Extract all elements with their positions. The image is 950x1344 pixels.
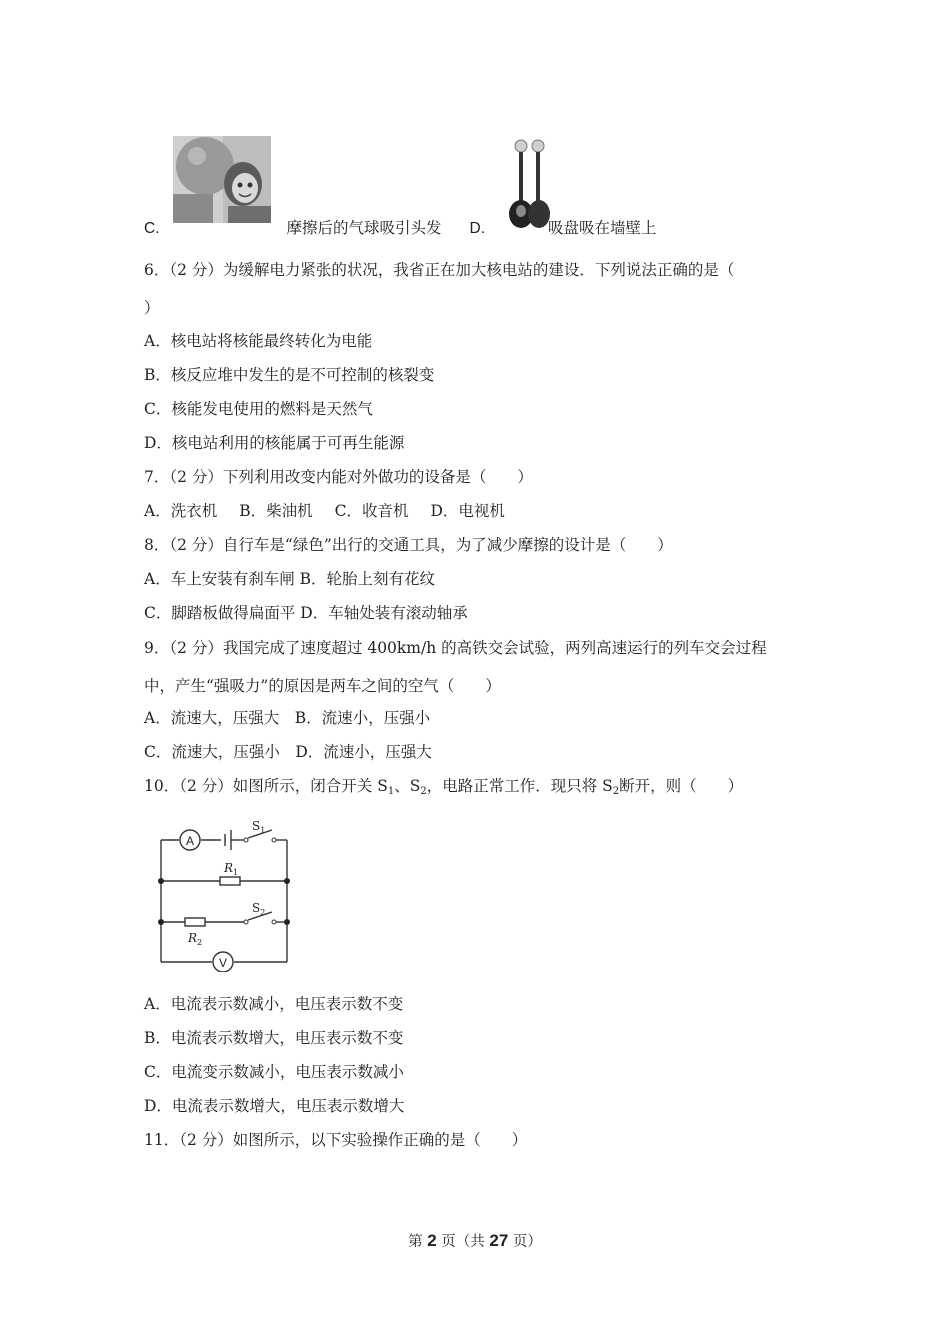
q7-stem: 7．（2 分）下列利用改变内能对外做功的设备是（ ） bbox=[144, 468, 533, 486]
q7-option-b: B．柴油机 bbox=[239, 502, 313, 520]
q10-option-d: D．电流表示数增大，电压表示数增大 bbox=[144, 1097, 405, 1115]
q6-option-d: D．核电站利用的核能属于可再生能源 bbox=[144, 434, 405, 452]
q5-option-row bbox=[144, 218, 657, 239]
q6-option-a: A．核电站将核能最终转化为电能 bbox=[144, 332, 373, 350]
q6-number: 6． bbox=[144, 261, 170, 279]
q6-option-c: C．核能发电使用的燃料是天然气 bbox=[144, 400, 373, 418]
q6-score: （2 分） bbox=[169, 261, 223, 279]
q5-c-letter: C. bbox=[144, 220, 160, 237]
q10-stem: 10．（2 分）如图所示，闭合开关 $S_1$、$S_2$，电路正常工作．现只将 $S_2$断开，则（ ） bbox=[144, 777, 744, 797]
q7-option-a: A．洗衣机 bbox=[144, 502, 218, 520]
q5-d-letter: D. bbox=[469, 220, 486, 237]
q9-stem-line1: 9．（2 分）我国完成了速度超过 400km/h 的高铁交会试验，两列高速运行的列车交会过程 bbox=[144, 639, 767, 657]
q5-c-text: 摩擦后的气球吸引头发 bbox=[286, 219, 442, 237]
q9-options-cd: C．流速大，压强小 D．流速小，压强大 bbox=[144, 743, 432, 761]
q11-stem: 11．（2 分）如图所示，以下实验操作正确的是（ ） bbox=[144, 1131, 528, 1149]
page-footer: 第 2 页（共 27 页） bbox=[408, 1231, 542, 1250]
q6-option-b: B．核反应堆中发生的是不可控制的核裂变 bbox=[144, 366, 435, 384]
ammeter-label: A bbox=[185, 834, 195, 848]
page-number: 2 bbox=[427, 1231, 437, 1250]
q7-option-d: D．电视机 bbox=[430, 502, 505, 520]
q8-options-ab: A．车上安装有刹车闸 B．轮胎上刻有花纹 bbox=[144, 570, 436, 588]
q6-stem bbox=[144, 260, 734, 280]
q6-stem-text: 为缓解电力紧张的状况，我省正在加大核电站的建设．下列说法正确的是（ bbox=[222, 261, 735, 279]
balloon-hair-photo bbox=[173, 136, 271, 223]
q8-stem: 8．（2 分）自行车是“绿色”出行的交通工具，为了减少摩擦的设计是（ ） bbox=[144, 536, 673, 554]
q5-d-text: 吸盘吸在墙壁上 bbox=[548, 219, 657, 237]
q7-options bbox=[144, 501, 505, 521]
s2-label: $S_2$ bbox=[252, 901, 266, 917]
q9-options-ab: A．流速大，压强大 B．流速小，压强小 bbox=[144, 709, 431, 727]
q10-option-a: A．电流表示数减小，电压表示数不变 bbox=[144, 995, 404, 1013]
q9-stem-line2: 中，产生“强吸力”的原因是两车之间的空气（ ） bbox=[144, 677, 501, 695]
s1-label: $S_1$ bbox=[252, 819, 266, 835]
q10-option-b: B．电流表示数增大，电压表示数不变 bbox=[144, 1029, 404, 1047]
voltmeter-label: V bbox=[218, 956, 228, 970]
page-total: 27 bbox=[489, 1231, 509, 1250]
r1-label: $R_1$ bbox=[224, 861, 239, 877]
r2-label: $R_2$ bbox=[188, 931, 203, 947]
q10-option-c: C．电流变示数减小，电压表示数减小 bbox=[144, 1063, 404, 1081]
q6-stem-end: ） bbox=[144, 299, 160, 317]
q7-option-c: C．收音机 bbox=[334, 502, 409, 520]
circuit-diagram bbox=[148, 808, 300, 972]
q8-options-cd: C．脚踏板做得扁面平 D．车轴处装有滚动轴承 bbox=[144, 604, 468, 622]
